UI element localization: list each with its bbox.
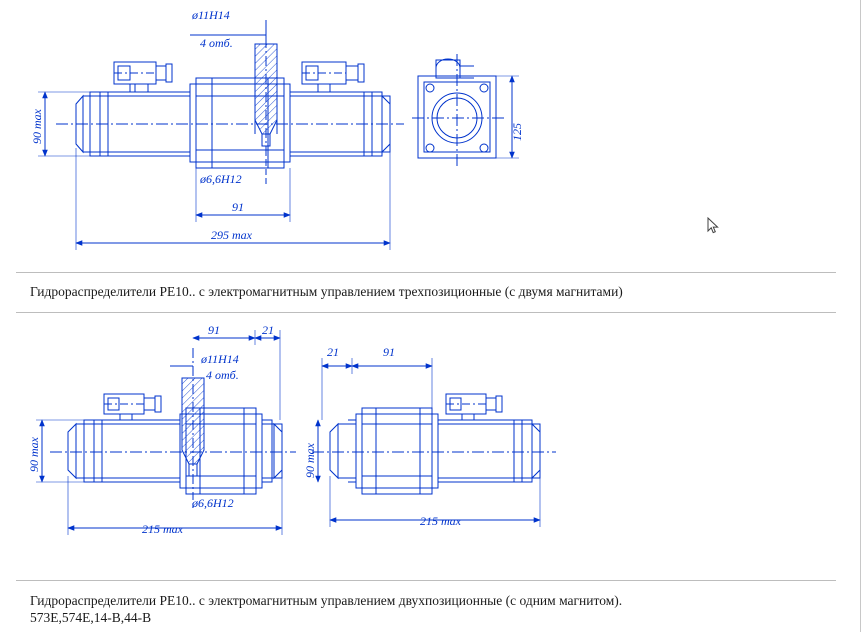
dim-hole-count-bottom: 4 отб. [206,368,239,382]
divider-bottom [16,580,836,581]
dim-90max-bottom-right: 90 max [303,443,317,478]
dim-90max-top: 90 max [30,109,44,144]
caption-three-position: Гидрораспределители РЕ10.. с электромагнитным управлением трехпозиционные (с двумя магнитами) [30,284,623,299]
top-assembly-drawing [38,20,519,250]
dim-hole-66h12-top: ø6,6H12 [200,172,242,186]
dim-295max-top: 295 max [211,228,252,242]
dim-90max-bottom-left: 90 max [27,437,41,472]
dim-91-top: 91 [232,200,244,214]
dim-21-bottom-left: 21 [262,323,274,337]
divider-middle [16,312,836,313]
caption-two-position: Гидрораспределители РЕ10.. с электромагнитным управлением двухпозиционные (с одним магнитом). [30,593,623,608]
mouse-pointer-icon [707,217,719,235]
dim-hole-11h14-bottom: ø11H14 [201,352,239,366]
dim-125-side: 125 [510,123,524,141]
bottom-right-assembly-drawing [312,358,556,527]
dim-91-bottom-right: 91 [383,345,395,359]
caption-model-codes: 573Е,574Е,14-В,44-В [30,610,152,625]
dim-hole-11h14-top: ø11H14 [192,8,230,22]
dim-215max-bottom-right: 215 max [420,514,461,528]
divider-top [16,272,836,273]
dim-215max-bottom-left: 215 max [142,522,183,536]
dim-hole-count-top: 4 отб. [200,36,233,50]
dim-21-bottom-right: 21 [327,345,339,359]
dim-91-bottom-left: 91 [208,323,220,337]
bottom-left-assembly-drawing [36,330,296,535]
dim-hole-66h12-bottom: ø6,6H12 [192,496,234,510]
